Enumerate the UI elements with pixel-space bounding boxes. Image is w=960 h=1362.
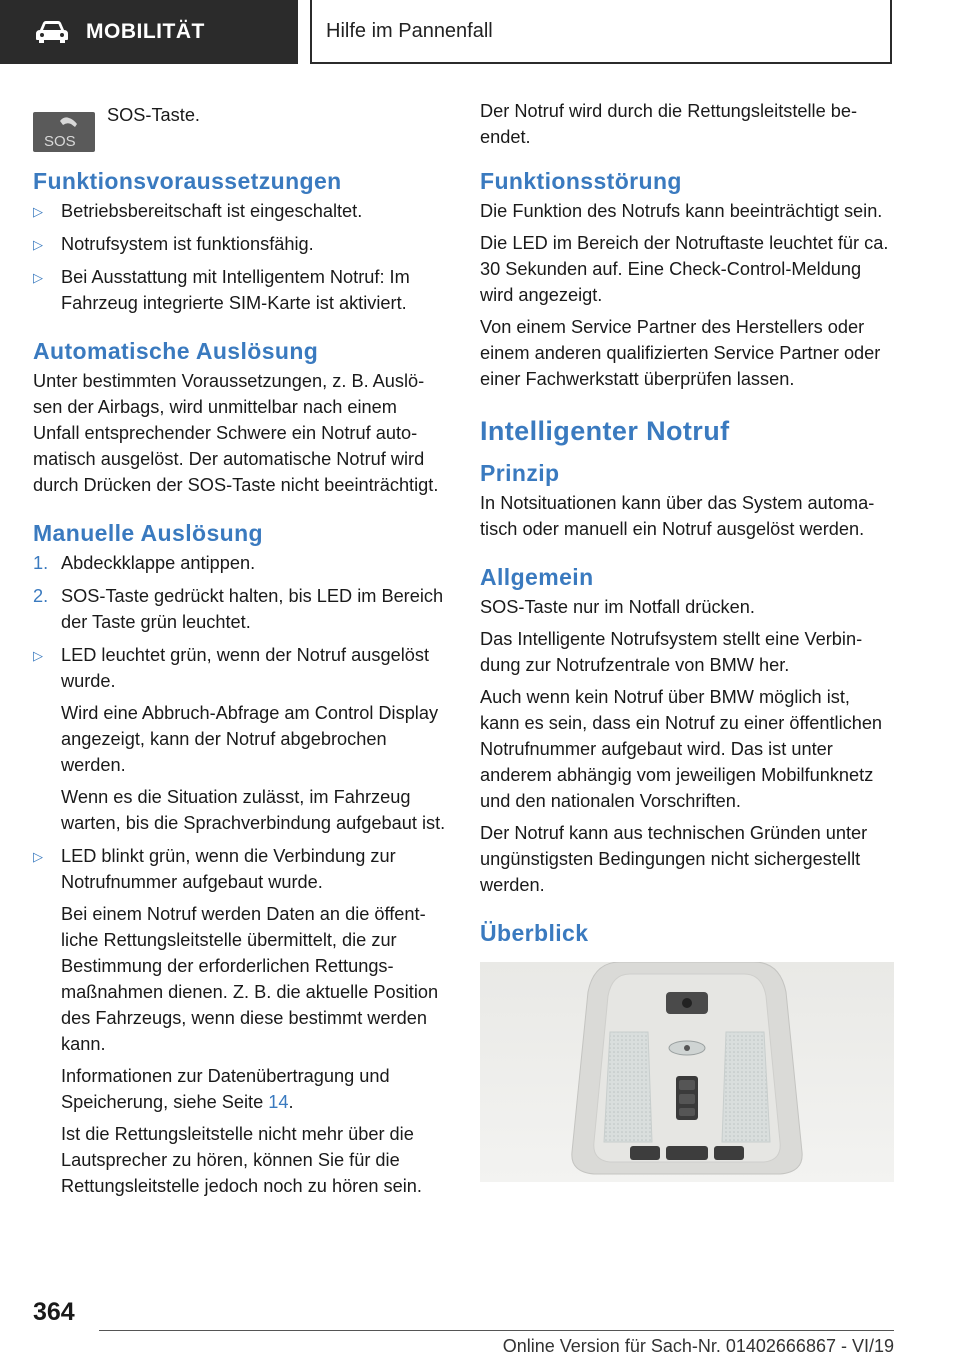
list-item bbox=[33, 198, 447, 224]
section-tab bbox=[0, 0, 298, 64]
list-item bbox=[33, 231, 447, 257]
manual-steps bbox=[33, 550, 447, 635]
page-reference-link[interactable]: 14 bbox=[268, 1092, 289, 1112]
general-text-4: Der Notruf kann aus technischen Gründen unter ungünstigsten Bedingungen nicht sichergestellt werden. bbox=[480, 823, 868, 895]
heading-principle: Prinzip bbox=[480, 460, 560, 486]
right-column bbox=[480, 98, 894, 1182]
triangle-bullet-icon: ▷ bbox=[33, 849, 43, 864]
triangle-bullet-icon: ▷ bbox=[33, 237, 43, 252]
reference-suffix: . bbox=[288, 1092, 294, 1112]
requirements-list bbox=[33, 198, 447, 316]
phone-sos-icon bbox=[33, 112, 95, 152]
overhead-console-illustration bbox=[480, 962, 894, 1182]
list-item bbox=[33, 264, 447, 316]
chapter-title: Hilfe im Pannenfall bbox=[326, 19, 493, 42]
triangle-bullet-icon: ▷ bbox=[33, 204, 43, 219]
heading-overview: Überblick bbox=[480, 920, 589, 946]
general-text-1: SOS-Taste nur im Notfall drücken. bbox=[480, 597, 755, 617]
footer-divider bbox=[99, 1330, 894, 1331]
list-item-text: Betriebsbereitschaft ist eingeschaltet. bbox=[61, 201, 363, 221]
step-text: SOS-Taste gedrückt halten, bis LED im Bereich der Taste grün leuchtet. bbox=[61, 586, 444, 632]
general-text-3: Auch wenn kein Notruf über BMW möglich ist, kann es sein, dass ein Notruf zu einer öffentlichen Notrufnummer aufgebaut wird. Das ist unter anderem abhängig vom jeweiligen Mobilfunknetz und den nationalen Vorschriften. bbox=[480, 687, 883, 811]
footer-text: Online Version für Sach-Nr. 01402666867 - VI/19 bbox=[502, 1336, 894, 1356]
triangle-bullet-icon: ▷ bbox=[33, 648, 43, 663]
reference-text: Informationen zur Datenübertragung und Speicherung, siehe Seite bbox=[61, 1066, 390, 1112]
left-column bbox=[33, 98, 447, 1206]
heading-automatic: Automatische Auslösung bbox=[33, 338, 319, 364]
heading-fault: Funktionsstörung bbox=[480, 168, 682, 194]
triangle-bullet-icon: ▷ bbox=[33, 270, 43, 285]
heading-manual: Manuelle Auslösung bbox=[33, 520, 263, 546]
led-status-list bbox=[33, 642, 447, 1199]
automatic-text: Unter bestimmten Voraussetzungen, z. B. Auslösen der Airbags, wird unmittelbar nach einem Unfall entsprechender Schwere ein Notruf automatisch ausgelöst. Der automatische Notruf wird durch Drücken der SOS-Taste nicht beeinträchtigt. bbox=[33, 371, 439, 495]
list-item bbox=[33, 642, 447, 836]
list-item-text: LED blinkt grün, wenn die Verbindung zur Notrufnummer aufgebaut wurde. bbox=[61, 846, 396, 892]
step-item bbox=[33, 583, 447, 635]
step-number: 2. bbox=[33, 586, 49, 606]
heading-general: Allgemein bbox=[480, 564, 594, 590]
principle-text: In Notsituationen kann über das System automatisch oder manuell ein Notruf ausgelöst werden. bbox=[480, 493, 875, 539]
page-number: 364 bbox=[33, 1298, 75, 1326]
chapter-tab bbox=[310, 0, 892, 64]
step-text: Abdeckklappe antippen. bbox=[61, 553, 256, 573]
list-item-paragraph: Ist die Rettungsleitstelle nicht mehr über die Lautsprecher zu hören, können Sie für die Rettungsleitstelle jedoch noch zu hören sein. bbox=[61, 1124, 422, 1196]
list-item bbox=[33, 843, 447, 1199]
list-item-text: Bei Ausstattung mit Intelligentem Notruf: Im Fahrzeug integrierte SIM-Karte ist aktiviert. bbox=[61, 267, 410, 313]
heading-intelligent-call: Intelligenter Notruf bbox=[480, 416, 730, 446]
page-header bbox=[0, 0, 960, 66]
step-number: 1. bbox=[33, 553, 49, 573]
fault-text-1: Die Funktion des Notrufs kann beeinträchtigt sein. bbox=[480, 201, 883, 221]
end-call-text: Der Notruf wird durch die Rettungsleitstelle beendet. bbox=[480, 101, 858, 147]
car-icon bbox=[34, 20, 70, 44]
list-item-text: LED leuchtet grün, wenn der Notruf ausgelöst wurde. bbox=[61, 645, 430, 691]
step-item bbox=[33, 550, 447, 576]
list-item-paragraph: Wird eine Abbruch-Abfrage am Control Display angezeigt, kann der Notruf abgebrochen werden. bbox=[61, 703, 439, 775]
fault-text-3: Von einem Service Partner des Herstellers oder einem anderen qualifizierten Service Partner oder einer Fachwerkstatt überprüfen lassen. bbox=[480, 317, 881, 389]
sos-button-row bbox=[33, 98, 447, 152]
list-item-text: Notrufsystem ist funktionsfähig. bbox=[61, 234, 314, 254]
section-title: MOBILITÄT bbox=[86, 20, 205, 43]
list-item-paragraph: Wenn es die Situation zulässt, im Fahrzeug warten, bis die Sprachverbindung aufgebaut ist. bbox=[61, 787, 446, 833]
list-item-paragraph bbox=[61, 1063, 447, 1115]
general-text-2: Das Intelligente Notrufsystem stellt eine Verbindung zur Notrufzentrale von BMW her. bbox=[480, 629, 863, 675]
fault-text-2: Die LED im Bereich der Notruftaste leuchtet für ca. 30 Sekunden auf. Eine Check-Control-Meldung wird angezeigt. bbox=[480, 233, 889, 305]
roof-console-image bbox=[480, 962, 894, 1182]
heading-requirements: Funktionsvoraussetzungen bbox=[33, 168, 342, 194]
sos-icon-label: SOS bbox=[44, 133, 76, 150]
sos-button-icon bbox=[33, 112, 95, 152]
list-item-paragraph: Bei einem Notruf werden Daten an die öffentliche Rettungsleitstelle übermittelt, die zur Bestimmung der erforderlichen Rettungsmaßnahmen dienen. Z. B. die aktuelle Position des Fahrzeugs, wenn diese bestimmt werden kann. bbox=[61, 904, 439, 1054]
sos-label: SOS-Taste. bbox=[107, 105, 200, 125]
